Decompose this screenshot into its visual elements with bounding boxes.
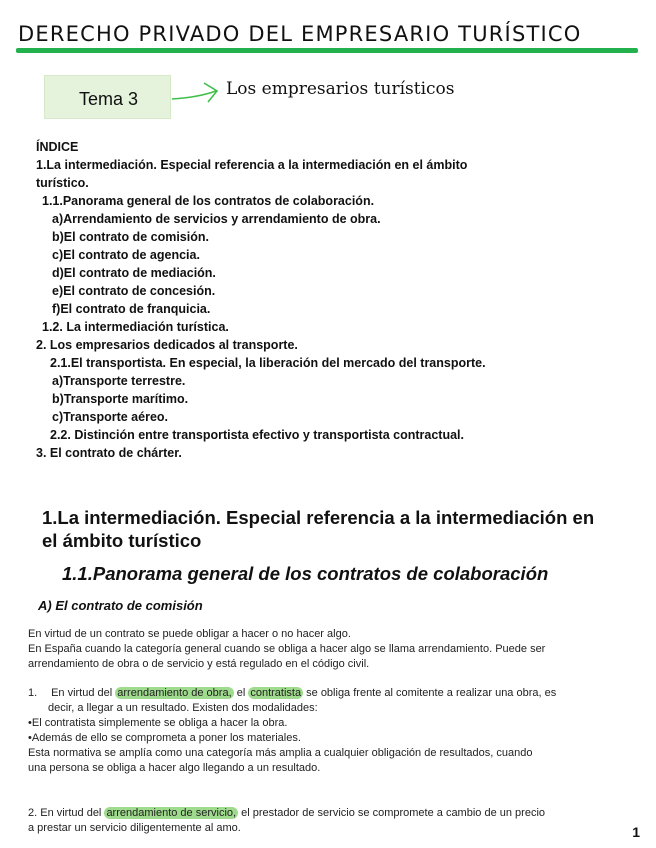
tema-box	[44, 75, 171, 119]
index-item: f)El contrato de franquicia.	[52, 302, 211, 316]
tema-title: Los empresarios turísticos	[226, 79, 455, 99]
section-heading	[42, 506, 622, 552]
index-item: e)El contrato de concesión.	[52, 284, 216, 298]
index-item: a)Transporte terrestre.	[52, 374, 186, 388]
arrow-right-icon	[170, 81, 222, 105]
section-heading-line: 1.La intermediación. Especial referencia a la intermediación en	[42, 507, 595, 528]
index-item: 2.1.El transportista. En especial, la liberación del mercado del transporte.	[50, 356, 486, 370]
subsubsection-heading: A) El contrato de comisión	[38, 598, 203, 613]
index-item: c)El contrato de agencia.	[52, 248, 200, 262]
index-item: 1.2. La intermediación turística.	[42, 320, 229, 334]
header-divider	[16, 48, 638, 53]
text-line: En virtud de un contrato se puede obligar a hacer o no hacer algo.	[28, 628, 351, 640]
list-number: 1.	[28, 687, 38, 699]
text-line: una persona se obliga a hacer algo llegando a un resultado.	[28, 762, 321, 774]
page-number: 1	[632, 824, 640, 840]
index-heading: ÍNDICE	[36, 140, 79, 154]
index-item: d)El contrato de mediación.	[52, 266, 216, 280]
list-item	[28, 806, 628, 821]
text-span: 2. En virtud del	[28, 807, 102, 819]
text-span: se obliga frente al comitente a realizar una obra, es	[306, 687, 557, 699]
document-title: DERECHO PRIVADO DEL EMPRESARIO TURÍSTICO	[18, 22, 582, 46]
text-span: el prestador de servicio se compromete a cambio de un precio	[241, 807, 545, 819]
index-item: 2. Los empresarios dedicados al transporte.	[36, 338, 298, 352]
index-item: c)Transporte aéreo.	[52, 410, 169, 424]
text-line: decir, a llegar a un resultado. Existen dos modalidades:	[48, 702, 318, 714]
index-item: b)El contrato de comisión.	[52, 230, 209, 244]
list-item	[28, 686, 628, 701]
tema-label: Tema 3	[79, 89, 139, 109]
table-of-contents	[36, 138, 626, 462]
index-item: 1.1.Panorama general de los contratos de colaboración.	[42, 194, 375, 208]
highlight: arrendamiento de obra,	[117, 687, 232, 699]
bullet-item: •Además de ello se comprometa a poner los materiales.	[28, 732, 301, 744]
index-item: 2.2. Distinción entre transportista efectivo y transportista contractual.	[50, 428, 464, 442]
text-span: el	[236, 687, 246, 699]
text-line: En España cuando la categoría general cuando se obliga a hacer algo se llama arrendamiento. Puede ser	[28, 643, 546, 655]
section-heading-line: el ámbito turístico	[42, 530, 202, 551]
text-line: arrendamiento de obra o de servicio y está regulado en el código civil.	[28, 658, 370, 670]
index-item: b)Transporte marítimo.	[52, 392, 189, 406]
text-line: Esta normativa se amplía como una categoría más amplia a cualquier obligación de resultados, cuando	[28, 747, 533, 759]
highlight: contratista	[250, 687, 302, 699]
paragraph-obra	[28, 686, 628, 776]
paragraph-intro	[28, 627, 628, 672]
bullet-item: •El contratista simplemente se obliga a hacer la obra.	[28, 717, 288, 729]
index-item: turístico.	[36, 176, 89, 190]
index-item: 3. El contrato de chárter.	[36, 446, 182, 460]
text-line: a prestar un servicio diligentemente al amo.	[28, 822, 241, 834]
index-item: a)Arrendamiento de servicios y arrendamiento de obra.	[52, 212, 381, 226]
text-span: En virtud del	[51, 687, 113, 699]
highlight: arrendamiento de servicio,	[106, 807, 237, 819]
subsection-heading: 1.1.Panorama general de los contratos de colaboración	[62, 563, 549, 584]
paragraph-servicio	[28, 806, 628, 836]
index-item: 1.La intermediación. Especial referencia a la intermediación en el ámbito	[36, 158, 468, 172]
